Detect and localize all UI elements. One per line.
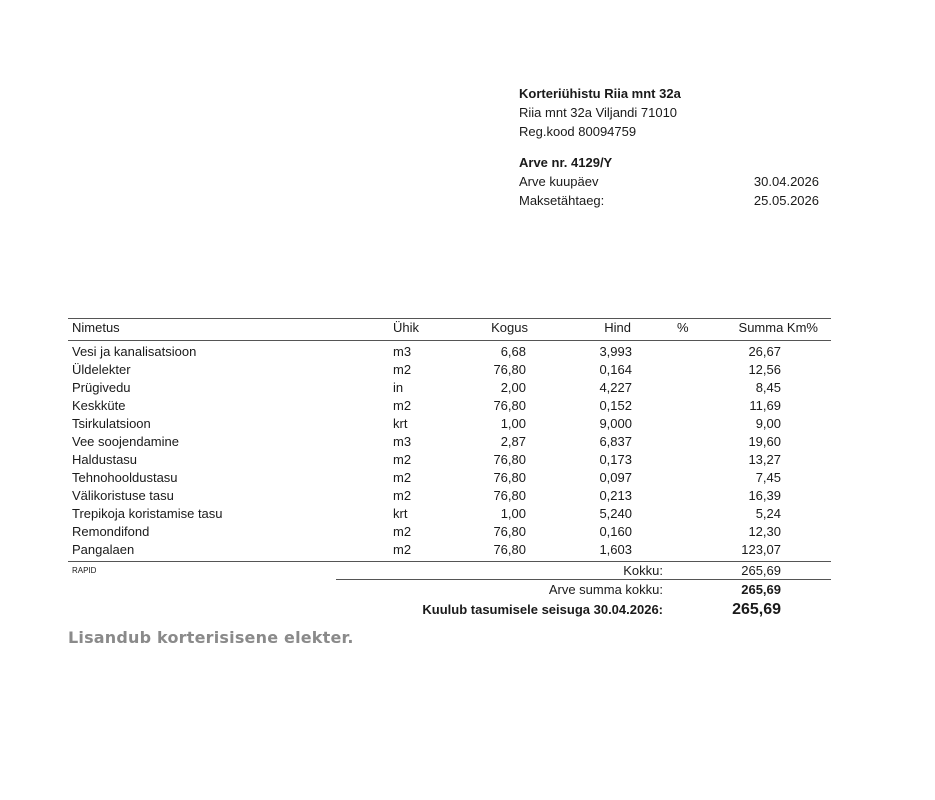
cell-unit: m2 [393,524,412,539]
cell-sum: 9,00 [755,416,781,431]
table-row [68,505,831,522]
cell-qty: 76,80 [493,488,526,503]
header-sum: Summa Km% [738,320,818,335]
cell-name: Vesi ja kanalisatsioon [72,344,197,359]
invoice-date-label: Arve kuupäev [519,174,599,189]
header-rule [68,340,831,341]
cell-unit: m2 [393,488,412,503]
cell-unit: krt [393,506,408,521]
header-pct: % [677,320,689,335]
cell-qty: 1,00 [500,506,526,521]
cell-qty: 6,68 [500,344,526,359]
cell-price: 0,152 [599,398,632,413]
cell-qty: 76,80 [493,524,526,539]
table-row [68,343,831,360]
cell-price: 0,213 [599,488,632,503]
cell-qty: 76,80 [493,398,526,413]
cell-sum: 12,56 [748,362,781,377]
cell-sum: 11,69 [749,398,781,413]
cell-name: Vee soojendamine [72,434,179,449]
cell-unit: in [393,380,404,395]
company-reg-code: Reg.kood 80094759 [519,124,637,139]
cell-sum: 5,24 [755,506,781,521]
cell-price: 4,227 [599,380,632,395]
cell-name: Trepikoja koristamise tasu [72,506,223,521]
rapid-label: RAPID [72,566,97,575]
kuulub-value: 265,69 [732,601,781,618]
arve-summa-row [68,581,831,598]
invoice-due-value: 25.05.2026 [753,193,819,208]
company-address: Riia mnt 32a Viljandi 71010 [519,105,678,120]
table-row [68,361,831,378]
cell-sum: 26,67 [748,344,781,359]
table-row [68,523,831,540]
cell-unit: m2 [393,452,412,467]
cell-price: 1,603 [599,542,632,557]
cell-unit: krt [393,416,408,431]
cell-unit: m2 [393,398,412,413]
header-qty: Kogus [491,320,528,335]
totals-rule [336,579,831,580]
cell-name: Pangalaen [72,542,135,557]
cell-price: 3,993 [599,344,632,359]
cell-price: 6,837 [599,434,632,449]
invoice-date-value: 30.04.2026 [753,174,819,189]
cell-qty: 76,80 [493,470,526,485]
cell-qty: 2,87 [500,434,526,449]
company-block [519,84,839,141]
table-row [68,541,831,558]
cell-unit: m3 [393,434,412,449]
cell-name: Prügivedu [72,380,131,395]
cell-sum: 19,60 [748,434,781,449]
cell-name: Tehnohooldustasu [72,470,178,485]
table-header [68,318,831,338]
cell-name: Välikoristuse tasu [72,488,174,503]
kokku-row [68,562,831,579]
invoice-due-row [519,191,819,210]
kuulub-row [68,600,831,620]
cell-price: 9,000 [599,416,632,431]
cell-qty: 1,00 [500,416,526,431]
cell-qty: 76,80 [493,362,526,377]
header-name: Nimetus [72,320,120,335]
table-row [68,379,831,396]
cell-name: Tsirkulatsioon [72,416,151,431]
arve-summa-value: 265,69 [741,582,781,597]
cell-price: 0,097 [599,470,632,485]
table-row [68,469,831,486]
invoice-block [519,153,819,210]
cell-unit: m2 [393,362,412,377]
cell-sum: 123,07 [741,542,781,557]
arve-summa-label: Arve summa kokku: [548,582,663,597]
cell-price: 5,240 [599,506,632,521]
cell-price: 0,160 [599,524,632,539]
cell-unit: m2 [393,542,412,557]
table-row [68,433,831,450]
cell-name: Keskküte [72,398,126,413]
cell-name: Remondifond [72,524,150,539]
header-price: Hind [604,320,631,335]
cell-name: Haldustasu [72,452,138,467]
company-name: Korteriühistu Riia mnt 32a [519,86,681,101]
note-text: Lisandub korterisisene elekter. [68,628,354,647]
kuulub-label: Kuulub tasumisele seisuga 30.04.2026: [422,602,663,617]
cell-qty: 76,80 [493,452,526,467]
cell-name: Üldelekter [72,362,131,377]
table-row [68,397,831,414]
cell-sum: 13,27 [748,452,781,467]
cell-sum: 7,45 [755,470,781,485]
cell-price: 0,173 [599,452,632,467]
cell-qty: 76,80 [493,542,526,557]
table-row [68,415,831,432]
cell-sum: 16,39 [748,488,781,503]
table-row [68,487,831,504]
invoice-due-label: Maksetähtaeg: [519,193,605,208]
table-row [68,451,831,468]
cell-sum: 12,30 [748,524,781,539]
cell-unit: m3 [393,344,412,359]
cell-price: 0,164 [599,362,632,377]
invoice-number: Arve nr. 4129/Y [519,155,613,170]
invoice-date-row [519,172,819,191]
cell-sum: 8,45 [755,380,781,395]
cell-unit: m2 [393,470,412,485]
header-unit: Ühik [393,320,420,335]
cell-qty: 2,00 [500,380,526,395]
kokku-label: Kokku: [623,563,663,578]
kokku-value: 265,69 [741,563,781,578]
